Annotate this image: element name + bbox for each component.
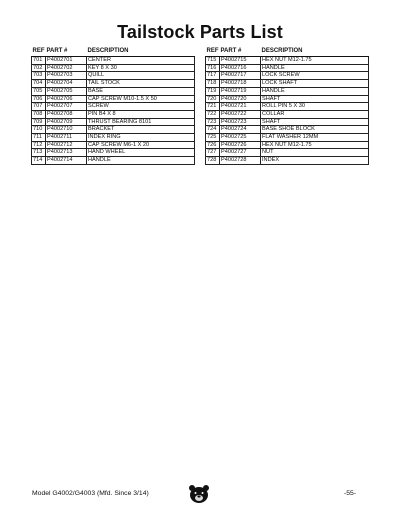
cell-part-number: P4002717 — [220, 72, 261, 80]
cell-part-number: P4002723 — [220, 118, 261, 126]
grizzly-bear-logo-icon — [187, 484, 211, 504]
cell-description: QUILL — [87, 72, 195, 80]
cell-description: PIN B4 X 8 — [87, 110, 195, 118]
parts-table-right — [205, 47, 369, 165]
cell-description: THRUST BEARING 8101 — [87, 118, 195, 126]
cell-ref: 715 — [206, 57, 220, 65]
table-header-row — [206, 47, 369, 57]
cell-part-number: P4002715 — [220, 57, 261, 65]
table-row — [206, 149, 369, 157]
table-row — [206, 118, 369, 126]
cell-description: LOCK SCREW — [261, 72, 369, 80]
cell-part-number: P4002728 — [220, 157, 261, 165]
cell-part-number: P4002714 — [46, 157, 87, 165]
cell-ref: 722 — [206, 110, 220, 118]
cell-description: ROLL PIN 5 X 30 — [261, 103, 369, 111]
cell-part-number: P4002705 — [46, 87, 87, 95]
cell-description: HAND WHEEL — [87, 149, 195, 157]
footer-model-text: Model G4002/G4003 (Mfd. Since 3/14) — [32, 490, 149, 497]
cell-part-number: P4002706 — [46, 95, 87, 103]
cell-ref: 724 — [206, 126, 220, 134]
cell-description: HANDLE — [261, 64, 369, 72]
cell-ref: 712 — [32, 141, 46, 149]
cell-description: INDEX — [261, 157, 369, 165]
table-row — [32, 87, 195, 95]
cell-description: CAP SCREW M10-1.5 X 50 — [87, 95, 195, 103]
cell-description: KEY 8 X 30 — [87, 64, 195, 72]
cell-description: FLAT WASHER 12MM — [261, 134, 369, 142]
cell-ref: 707 — [32, 103, 46, 111]
cell-ref: 703 — [32, 72, 46, 80]
cell-ref: 723 — [206, 118, 220, 126]
table-row — [32, 134, 195, 142]
cell-description: SCREW — [87, 103, 195, 111]
table-row — [206, 72, 369, 80]
cell-part-number: P4002709 — [46, 118, 87, 126]
table-row — [206, 134, 369, 142]
cell-ref: 710 — [32, 126, 46, 134]
cell-ref: 701 — [32, 57, 46, 65]
cell-part-number: P4002721 — [220, 103, 261, 111]
page-title: Tailstock Parts List — [117, 22, 283, 42]
cell-ref: 713 — [32, 149, 46, 157]
cell-description: SHAFT — [261, 118, 369, 126]
page-number: -55- — [344, 490, 357, 497]
column-header-part: PART # — [46, 47, 87, 57]
column-header-ref: REF — [32, 47, 46, 57]
cell-part-number: P4002712 — [46, 141, 87, 149]
cell-part-number: P4002707 — [46, 103, 87, 111]
cell-ref: 717 — [206, 72, 220, 80]
cell-ref: 726 — [206, 141, 220, 149]
cell-ref: 725 — [206, 134, 220, 142]
table-row — [32, 126, 195, 134]
cell-ref: 716 — [206, 64, 220, 72]
table-row — [32, 157, 195, 165]
table-row — [206, 110, 369, 118]
cell-part-number: P4002710 — [46, 126, 87, 134]
column-header-part: PART # — [220, 47, 261, 57]
cell-part-number: P4002720 — [220, 95, 261, 103]
cell-ref: 728 — [206, 157, 220, 165]
table-row — [206, 126, 369, 134]
column-header-description: DESCRIPTION — [87, 47, 195, 57]
cell-description: CAP SCREW M6-1 X 20 — [87, 141, 195, 149]
table-row — [206, 80, 369, 88]
cell-part-number: P4002711 — [46, 134, 87, 142]
cell-description: HEX NUT M12-1.75 — [261, 57, 369, 65]
table-row — [206, 64, 369, 72]
table-row — [32, 64, 195, 72]
cell-ref: 709 — [32, 118, 46, 126]
cell-description: CENTER — [87, 57, 195, 65]
cell-description: COLLAR — [261, 110, 369, 118]
table-row — [32, 149, 195, 157]
cell-ref: 718 — [206, 80, 220, 88]
table-row — [206, 95, 369, 103]
cell-part-number: P4002703 — [46, 72, 87, 80]
parts-table-left — [31, 47, 195, 165]
cell-description: BASE — [87, 87, 195, 95]
table-row — [32, 118, 195, 126]
cell-ref: 714 — [32, 157, 46, 165]
cell-ref: 708 — [32, 110, 46, 118]
table-row — [206, 57, 369, 65]
cell-ref: 706 — [32, 95, 46, 103]
column-header-description: DESCRIPTION — [261, 47, 369, 57]
cell-part-number: P4002704 — [46, 80, 87, 88]
cell-ref: 727 — [206, 149, 220, 157]
cell-description: INDEX RING — [87, 134, 195, 142]
table-row — [32, 95, 195, 103]
cell-ref: 705 — [32, 87, 46, 95]
table-row — [206, 157, 369, 165]
table-row — [32, 57, 195, 65]
cell-ref: 721 — [206, 103, 220, 111]
table-row — [32, 80, 195, 88]
cell-description: LOCK SHAFT — [261, 80, 369, 88]
cell-ref: 720 — [206, 95, 220, 103]
cell-description: BASE SHOE BLOCK — [261, 126, 369, 134]
column-header-ref: REF — [206, 47, 220, 57]
cell-description: HANDLE — [87, 157, 195, 165]
cell-part-number: P4002724 — [220, 126, 261, 134]
table-row — [206, 141, 369, 149]
cell-part-number: P4002708 — [46, 110, 87, 118]
table-row — [206, 87, 369, 95]
cell-ref: 704 — [32, 80, 46, 88]
table-header-row — [32, 47, 195, 57]
cell-part-number: P4002716 — [220, 64, 261, 72]
cell-description: HANDLE — [261, 87, 369, 95]
cell-part-number: P4002726 — [220, 141, 261, 149]
cell-part-number: P4002701 — [46, 57, 87, 65]
cell-part-number: P4002727 — [220, 149, 261, 157]
cell-description: HEX NUT M12-1.75 — [261, 141, 369, 149]
cell-part-number: P4002713 — [46, 149, 87, 157]
cell-part-number: P4002725 — [220, 134, 261, 142]
cell-description: BRACKET — [87, 126, 195, 134]
cell-ref: 702 — [32, 64, 46, 72]
cell-part-number: P4002722 — [220, 110, 261, 118]
table-row — [32, 103, 195, 111]
cell-part-number: P4002702 — [46, 64, 87, 72]
cell-description: TAIL STOCK — [87, 80, 195, 88]
cell-part-number: P4002719 — [220, 87, 261, 95]
cell-part-number: P4002718 — [220, 80, 261, 88]
cell-description: NUT — [261, 149, 369, 157]
cell-ref: 711 — [32, 134, 46, 142]
table-row — [32, 72, 195, 80]
cell-description: SHAFT — [261, 95, 369, 103]
table-row — [206, 103, 369, 111]
table-row — [32, 141, 195, 149]
table-row — [32, 110, 195, 118]
cell-ref: 719 — [206, 87, 220, 95]
